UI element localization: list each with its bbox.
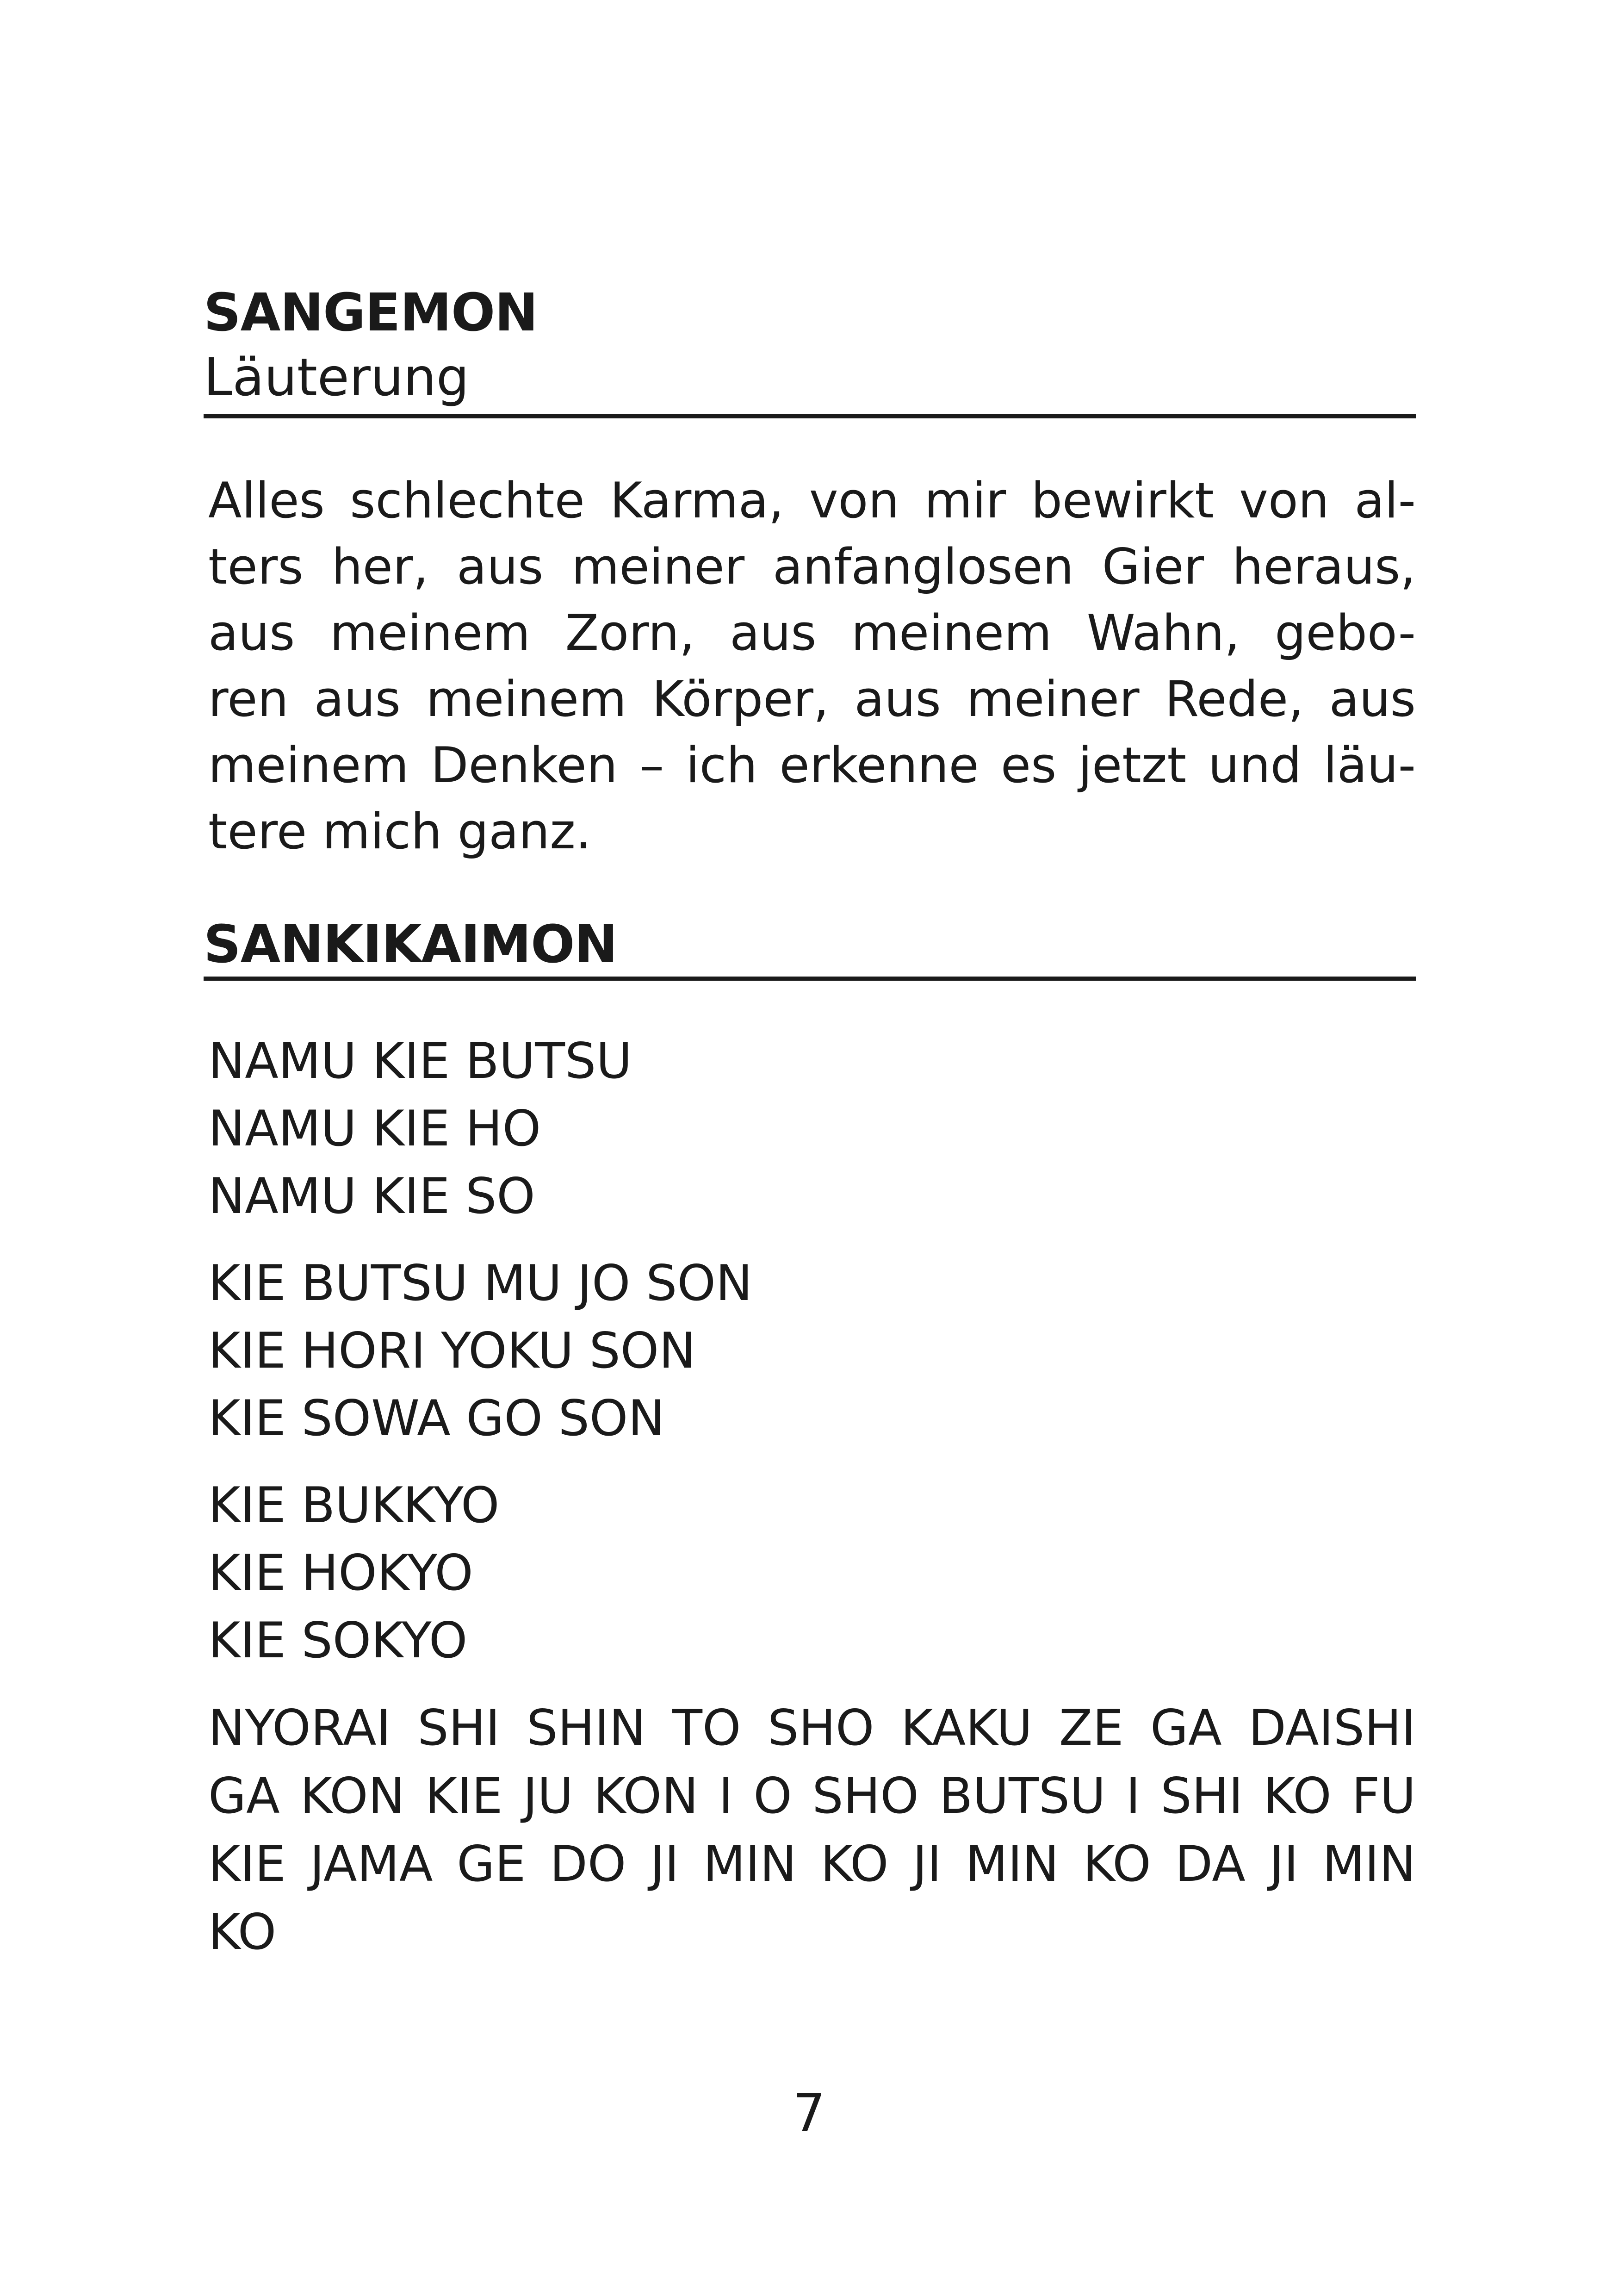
mantra-line: NAMU KIE BUTSU <box>208 1033 632 1089</box>
paragraph-line: meinem Denken – ich erkenne es jetzt und läu- <box>208 737 1416 794</box>
mantra-line: KIE SOWA GO SON <box>208 1390 665 1447</box>
mantra-line: KIE BUKKYO <box>208 1477 500 1534</box>
mantra-final-line: GA KON KIE JU KON I O SHO BUTSU I SHI KO FU <box>208 1767 1416 1824</box>
mantra-line: KIE HOKYO <box>208 1544 473 1601</box>
mantra-group-1 <box>208 1027 632 1230</box>
paragraph-line: Alles schlechte Karma, von mir bewirkt von al- <box>208 472 1416 529</box>
sankikaimon-divider <box>204 977 1416 981</box>
paragraph-line: tere mich ganz. <box>208 803 591 860</box>
paragraph-line: aus meinem Zorn, aus meinem Wahn, gebo- <box>208 604 1416 661</box>
mantra-final-line: KIE JAMA GE DO JI MIN KO JI MIN KO DA JI MIN <box>208 1836 1416 1892</box>
paragraph-line: ters her, aus meiner anfanglosen Gier heraus, <box>208 538 1416 595</box>
mantra-final-line: KO <box>208 1904 277 1960</box>
sangemon-subtitle: Läuterung <box>204 348 469 408</box>
paragraph-line: ren aus meinem Körper, aus meiner Rede, aus <box>208 671 1416 728</box>
mantra-final-paragraph <box>208 1694 1416 1966</box>
mantra-line: KIE HORI YOKU SON <box>208 1322 696 1379</box>
mantra-group-2 <box>208 1250 752 1452</box>
mantra-line: KIE BUTSU MU JO SON <box>208 1255 753 1312</box>
sangemon-paragraph <box>208 467 1416 865</box>
sankikaimon-title: SANKIKAIMON <box>204 915 618 975</box>
page-number: 7 <box>792 2083 826 2143</box>
sangemon-divider <box>204 414 1416 418</box>
mantra-line: NAMU KIE HO <box>208 1100 541 1157</box>
mantra-line: KIE SOKYO <box>208 1612 468 1669</box>
mantra-final-line: NYORAI SHI SHIN TO SHO KAKU ZE GA DAISHI <box>208 1699 1416 1756</box>
sangemon-title: SANGEMON <box>204 283 538 343</box>
mantra-line: NAMU KIE SO <box>208 1168 535 1225</box>
mantra-group-3 <box>208 1472 499 1674</box>
